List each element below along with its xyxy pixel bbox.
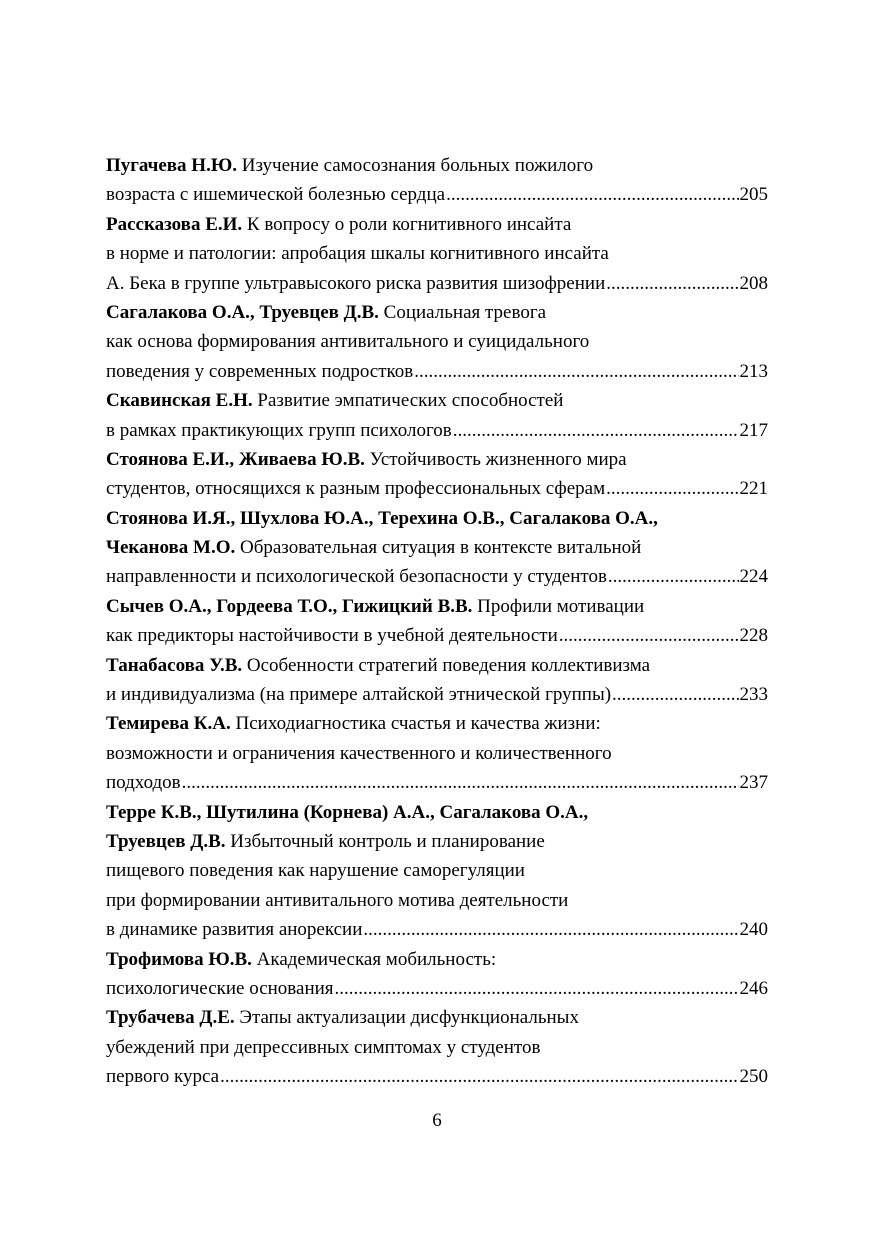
entry-title: возможности и ограничения качественного и количественного [106, 742, 612, 764]
dot-leader [612, 680, 738, 709]
toc-line [106, 1033, 768, 1062]
toc-entry[interactable] [106, 798, 768, 945]
entry-page-number: 224 [739, 566, 768, 588]
entry-page-number: 233 [739, 684, 768, 706]
entry-authors: Пугачева Н.Ю. [106, 155, 237, 176]
dot-leader [606, 269, 738, 298]
entry-page-number: 205 [739, 184, 768, 206]
toc-line [106, 915, 768, 944]
toc-line [106, 210, 768, 239]
entry-authors: Чеканова М.О. [106, 537, 236, 559]
toc-entry[interactable] [106, 445, 768, 504]
entry-page-number: 208 [739, 272, 768, 294]
entry-title: Изучение самосознания больных пожилого [241, 155, 594, 176]
toc-line [106, 886, 768, 915]
toc-line [106, 768, 768, 797]
toc-entry[interactable] [106, 1003, 768, 1091]
dot-leader [608, 562, 739, 591]
entry-page-number: 240 [739, 919, 768, 941]
toc-line [106, 739, 768, 768]
dot-leader [606, 474, 738, 503]
toc-line [106, 416, 768, 445]
entry-page-number: 237 [739, 772, 768, 794]
toc-line [106, 856, 768, 885]
entry-page-number: 228 [739, 625, 768, 647]
entry-title: Избыточный контроль и планирование [230, 830, 545, 852]
toc-entry[interactable] [106, 651, 768, 710]
toc-line [106, 680, 768, 709]
toc-line [106, 562, 768, 591]
entry-authors: Труевцев Д.В. [106, 830, 226, 852]
entry-page-number: 246 [739, 977, 768, 999]
entry-authors: Сагалакова О.А., Труевцев Д.В. [106, 301, 379, 323]
toc-line [106, 151, 768, 180]
dot-leader [446, 180, 738, 209]
toc-line [106, 592, 768, 621]
toc-line [106, 269, 768, 298]
entry-title: как предикторы настойчивости в учебной деятельности [106, 625, 558, 647]
entry-authors: Стоянова Е.И., Живаева Ю.В. [106, 448, 365, 470]
dot-leader [363, 915, 738, 944]
entry-title: Психодиагностика счастья и качества жизни: [235, 713, 601, 735]
entry-authors: Танабасова У.В. [106, 654, 243, 676]
toc-entry[interactable] [106, 151, 768, 210]
entry-authors: Терре К.В., Шутилина (Корнева) А.А., Сагалакова О.А., [106, 801, 589, 823]
toc-line [106, 474, 768, 503]
dot-leader [335, 974, 739, 1003]
entry-title: Социальная тревога [383, 301, 547, 323]
entry-title: убеждений при депрессивных симптомах у студентов [106, 1036, 541, 1058]
page-number: 6 [432, 1110, 442, 1131]
entry-title: при формировании антивитального мотива деятельности [106, 889, 569, 911]
entry-authors: Скавинская Е.Н. [106, 390, 253, 412]
entry-title: студентов, относящихся к разным профессиональных сферам [106, 478, 606, 500]
entry-title: Академическая мобильность: [256, 948, 497, 970]
entry-title: подходов [106, 772, 181, 794]
entry-title: в рамках практикующих групп психологов [106, 419, 452, 441]
toc-line [106, 357, 768, 386]
toc-entry[interactable] [106, 210, 768, 298]
toc-line [106, 180, 768, 209]
entry-title: К вопросу о роли когнитивного инсайта [246, 213, 572, 235]
entry-title: психологические основания [106, 977, 334, 999]
entry-page-number: 250 [739, 1066, 768, 1088]
entry-title: поведения у современных подростков [106, 360, 414, 382]
entry-title: Особенности стратегий поведения коллективизма [246, 654, 651, 676]
entry-title: как основа формирования антивитального и суицидального [106, 331, 590, 353]
entry-title: направленности и психологической безопасности у студентов [106, 566, 607, 588]
toc-line [106, 827, 768, 856]
entry-page-number: 213 [739, 360, 768, 382]
dot-leader [182, 768, 739, 797]
entry-authors: Стоянова И.Я., Шухлова Ю.А., Терехина О.В., Сагалакова О.А., [106, 507, 658, 529]
toc-line [106, 239, 768, 268]
entry-title: пищевого поведения как нарушение саморегуляции [106, 860, 525, 882]
entry-title: и индивидуализма (на примере алтайской этнической группы) [106, 684, 612, 706]
entry-authors: Трофимова Ю.В. [106, 948, 252, 970]
toc-line [106, 709, 768, 738]
toc-line [106, 533, 768, 562]
entry-title: Этапы актуализации дисфункциональных [239, 1007, 579, 1029]
dot-leader [414, 357, 738, 386]
dot-leader [220, 1062, 738, 1091]
entry-title: в динамике развития анорексии [106, 919, 363, 941]
entry-title: в норме и патологии: апробация шкалы когнитивного инсайта [106, 243, 609, 265]
entry-title: Устойчивость жизненного мира [369, 448, 627, 470]
toc-entry[interactable] [106, 592, 768, 651]
toc-line [106, 974, 768, 1003]
toc-line [106, 798, 768, 827]
toc-line [106, 504, 768, 533]
dot-leader [559, 621, 739, 650]
toc-line [106, 1003, 768, 1032]
entry-page-number: 221 [739, 478, 768, 500]
toc-line [106, 1062, 768, 1091]
entry-title: А. Бека в группе ультравысокого риска развития шизофрении [106, 272, 606, 294]
toc-entry[interactable] [106, 298, 768, 386]
table-of-contents [106, 151, 768, 1092]
toc-line [106, 386, 768, 415]
entry-title: Образовательная ситуация в контексте витальной [239, 537, 642, 559]
toc-line [106, 945, 768, 974]
entry-page-number: 217 [739, 419, 768, 441]
entry-title: возраста с ишемической болезнью сердца [106, 184, 446, 206]
toc-entry[interactable] [106, 945, 768, 1004]
toc-line [106, 445, 768, 474]
toc-line [106, 327, 768, 356]
entry-authors: Сычев О.А., Гордеева Т.О., Гижицкий В.В. [106, 595, 473, 617]
entry-authors: Темирева К.А. [106, 713, 231, 735]
dot-leader [453, 416, 739, 445]
toc-entry[interactable] [106, 504, 768, 592]
toc-entry[interactable] [106, 386, 768, 445]
entry-title: Развитие эмпатических способностей [257, 390, 564, 412]
toc-line [106, 298, 768, 327]
toc-line [106, 621, 768, 650]
toc-line [106, 651, 768, 680]
entry-authors: Рассказова Е.И. [106, 213, 243, 235]
entry-authors: Трубачева Д.Е. [106, 1007, 235, 1029]
entry-title: первого курса [106, 1066, 220, 1088]
entry-title: Профили мотивации [477, 595, 645, 617]
toc-entry[interactable] [106, 709, 768, 797]
